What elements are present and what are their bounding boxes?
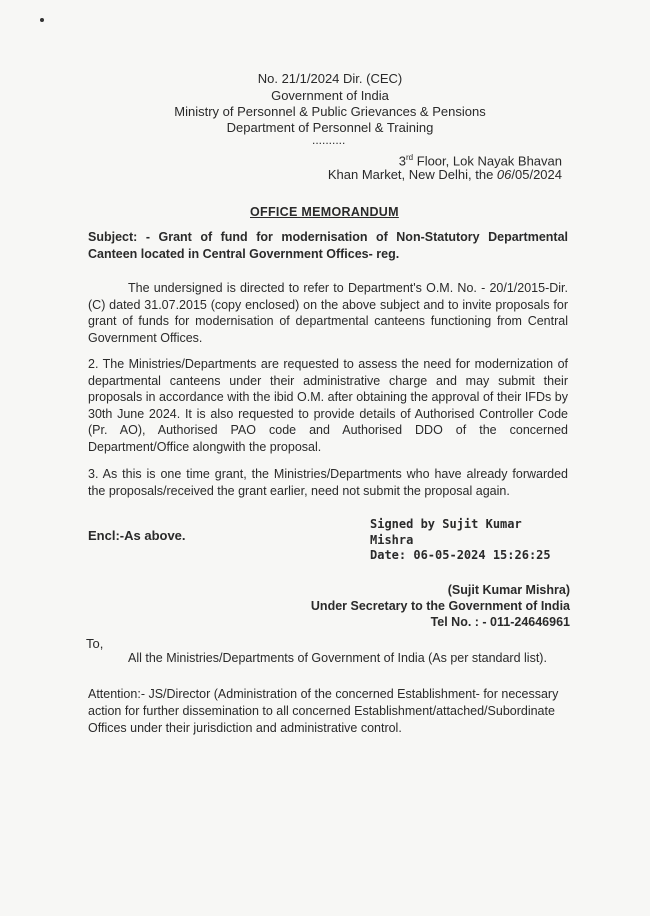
government-line: Government of India	[271, 88, 389, 103]
header-separator: ..........	[312, 133, 346, 147]
subject-line: Subject: - Grant of fund for modernisation of Non-Statutory Departmental Canteen located in Central Government Offices- reg.	[88, 230, 568, 261]
digital-signature-line-2: Mishra	[370, 533, 414, 547]
address-line-2: Khan Market, New Delhi, the 06/05/2024	[327, 167, 562, 182]
department-line: Department of Personnel & Training	[226, 120, 434, 135]
signatory-telephone: Tel No. : - 011-24646961	[430, 615, 570, 629]
digital-signature-line-3: Date: 06-05-2024 15:26:25	[370, 548, 551, 562]
punch-mark	[40, 18, 44, 22]
signatory-designation: Under Secretary to the Government of India	[310, 599, 570, 613]
paragraph-2: 2. The Ministries/Departments are requested to assess the need for modernization of departmental canteens under their administrative charge and may submit their proposals in accordance with the ibid O.M. after obtaining the approval of their IFDs by 30th June 2024. It is also requested to provide details of Authorised Controller Code (Pr. AO), Authorised PAO code and Authorised DDO of the concerned Department/Office alongwith the proposal.	[88, 357, 568, 454]
recipients-text: All the Ministries/Departments of Government of India (As per standard list).	[128, 651, 547, 665]
enclosure-note: Encl:-As above.	[88, 528, 186, 543]
ministry-line: Ministry of Personnel & Public Grievances & Pensions	[174, 104, 486, 119]
memo-title: OFFICE MEMORANDUM	[250, 205, 399, 219]
paragraph-3: 3. As this is one time grant, the Ministries/Departments who have already forwarded the proposals/received the grant earlier, need not submit the proposal again.	[88, 467, 568, 498]
address-line-1: 3rd Floor, Lok Nayak Bhavan	[398, 153, 562, 169]
attention-text: Attention:- JS/Director (Administration of the concerned Establishment- for necessary action for further dissemination to all concerned Establishment/attached/Subordinate Offices under their jurisdiction and administrative control.	[88, 687, 559, 735]
paragraph-1: The undersigned is directed to refer to Department's O.M. No. - 20/1/2015-Dir.(C) dated 31.07.2015 (copy enclosed) on the above subject and to invite proposals for grant of funds for modernisation of departmental canteens functioning from Central Government Offices.	[88, 281, 568, 345]
digital-signature-line-1: Signed by Sujit Kumar	[370, 517, 522, 531]
handwritten-day: 06	[496, 167, 512, 182]
to-label: To,	[86, 636, 104, 651]
signatory-name: (Sujit Kumar Mishra)	[447, 583, 570, 597]
reference-number: No. 21/1/2024 Dir. (CEC)	[257, 71, 403, 86]
